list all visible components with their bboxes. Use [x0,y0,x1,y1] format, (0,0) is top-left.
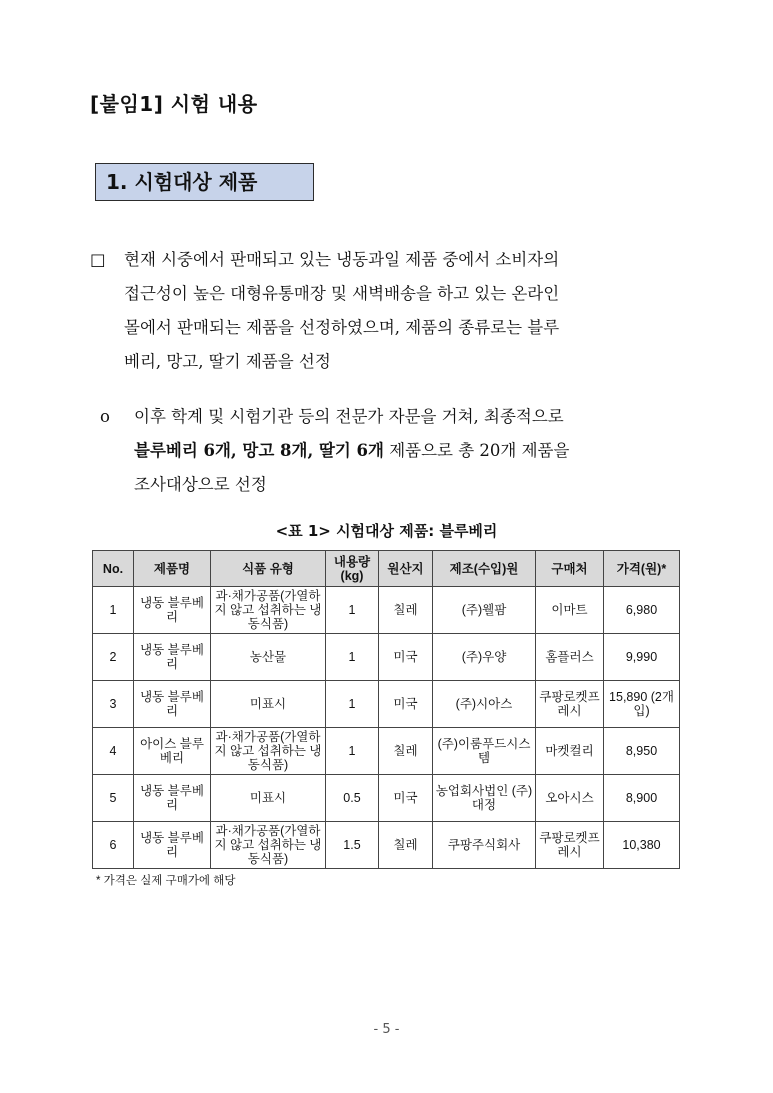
table-cell: 1 [326,634,379,681]
table-cell: 홈플러스 [536,634,604,681]
table-cell: 1.5 [326,822,379,869]
table-row [93,775,680,822]
table-cell: 1 [326,681,379,728]
table-cell: 5 [93,775,134,822]
table-row [93,634,680,681]
para1-line1: 현재 시중에서 판매되고 있는 냉동과일 제품 중에서 소비자의 [124,250,560,269]
table-cell: 농업회사법인 (주)대정 [433,775,536,822]
table-cell: 미국 [379,775,433,822]
header-cell: 내용량 (kg) [326,551,379,587]
table-cell: 2 [93,634,134,681]
table-cell: 미국 [379,681,433,728]
table-cell: 미국 [379,634,433,681]
header-cell: 제조(수입)원 [433,551,536,587]
para1-line4: 베리, 망고, 딸기 제품을 선정 [124,352,331,371]
table-cell: 농산물 [211,634,326,681]
table-cell: 3 [93,681,134,728]
header-cell: 가격(원)* [604,551,680,587]
para2-line1: 이후 학계 및 시험기관 등의 전문가 자문을 거쳐, 최종적으로 [134,407,564,426]
table-cell: 미표시 [211,775,326,822]
section-heading: 1. 시험대상 제품 [95,163,314,201]
header-cell: No. [93,551,134,587]
checkbox-bullet-icon: □ [90,250,106,269]
header-cell: 구매처 [536,551,604,587]
circle-bullet-icon: o [100,407,110,426]
table-cell: 이마트 [536,587,604,634]
table-cell: 냉동 블루베리 [134,587,211,634]
table-cell: (주)우양 [433,634,536,681]
price-footnote: * 가격은 실제 구매가에 해당 [96,875,236,887]
table-row [93,822,680,869]
table-cell: 과·채가공품(가열하지 않고 섭취하는 냉동식품) [211,728,326,775]
table-cell: 1 [326,728,379,775]
table-row [93,681,680,728]
selection-paragraph [90,400,682,502]
table-cell: 냉동 블루베리 [134,822,211,869]
table-cell: 0.5 [326,775,379,822]
para2-highlight: 블루베리 6개, 망고 8개, 딸기 6개 [134,441,384,460]
para1-line2: 접근성이 높은 대형유통매장 및 새벽배송을 하고 있는 온라인 [124,284,560,303]
table-cell: 칠레 [379,822,433,869]
table-cell: 4 [93,728,134,775]
para2-line2 [90,434,682,468]
attachment-title: [붙임1] 시험 내용 [90,92,258,116]
table-cell: 쿠팡주식회사 [433,822,536,869]
table-cell: 냉동 블루베리 [134,634,211,681]
table-cell: 미표시 [211,681,326,728]
table-cell: 10,380 [604,822,680,869]
table-cell: 오아시스 [536,775,604,822]
table-cell: 칠레 [379,728,433,775]
table-cell: (주)시아스 [433,681,536,728]
table-cell: 냉동 블루베리 [134,775,211,822]
table-cell: 6 [93,822,134,869]
para2-line2-rest: 제품으로 총 20개 제품을 [383,441,570,460]
product-table [92,550,680,869]
table-row [93,587,680,634]
header-cell: 식품 유형 [211,551,326,587]
table-cell: 9,990 [604,634,680,681]
table-cell: 마켓컬리 [536,728,604,775]
table-cell: 8,900 [604,775,680,822]
table-cell: 쿠팡로켓프레시 [536,822,604,869]
table-cell: 쿠팡로켓프레시 [536,681,604,728]
table-cell: 1 [93,587,134,634]
para2-line3: 조사대상으로 선정 [134,475,267,494]
table-cell: 과·채가공품(가열하지 않고 섭취하는 냉동식품) [211,822,326,869]
table-cell: 냉동 블루베리 [134,681,211,728]
table-cell: 6,980 [604,587,680,634]
table-cell: 15,890 (2개입) [604,681,680,728]
table-header-row [93,551,680,587]
para1-line3: 몰에서 판매되는 제품을 선정하였으며, 제품의 종류로는 블루 [124,318,560,337]
table-cell: (주)웰팜 [433,587,536,634]
header-cell: 제품명 [134,551,211,587]
table-cell: 아이스 블루베리 [134,728,211,775]
table-cell: (주)이룸푸드시스템 [433,728,536,775]
table-caption: <표 1> 시험대상 제품: 블루베리 [275,522,498,540]
table-cell: 1 [326,587,379,634]
table-cell: 과·채가공품(가열하지 않고 섭취하는 냉동식품) [211,587,326,634]
intro-paragraph [90,243,682,379]
page-number: - 5 - [373,1022,400,1037]
table-cell: 8,950 [604,728,680,775]
table-row [93,728,680,775]
header-cell: 원산지 [379,551,433,587]
table-cell: 칠레 [379,587,433,634]
